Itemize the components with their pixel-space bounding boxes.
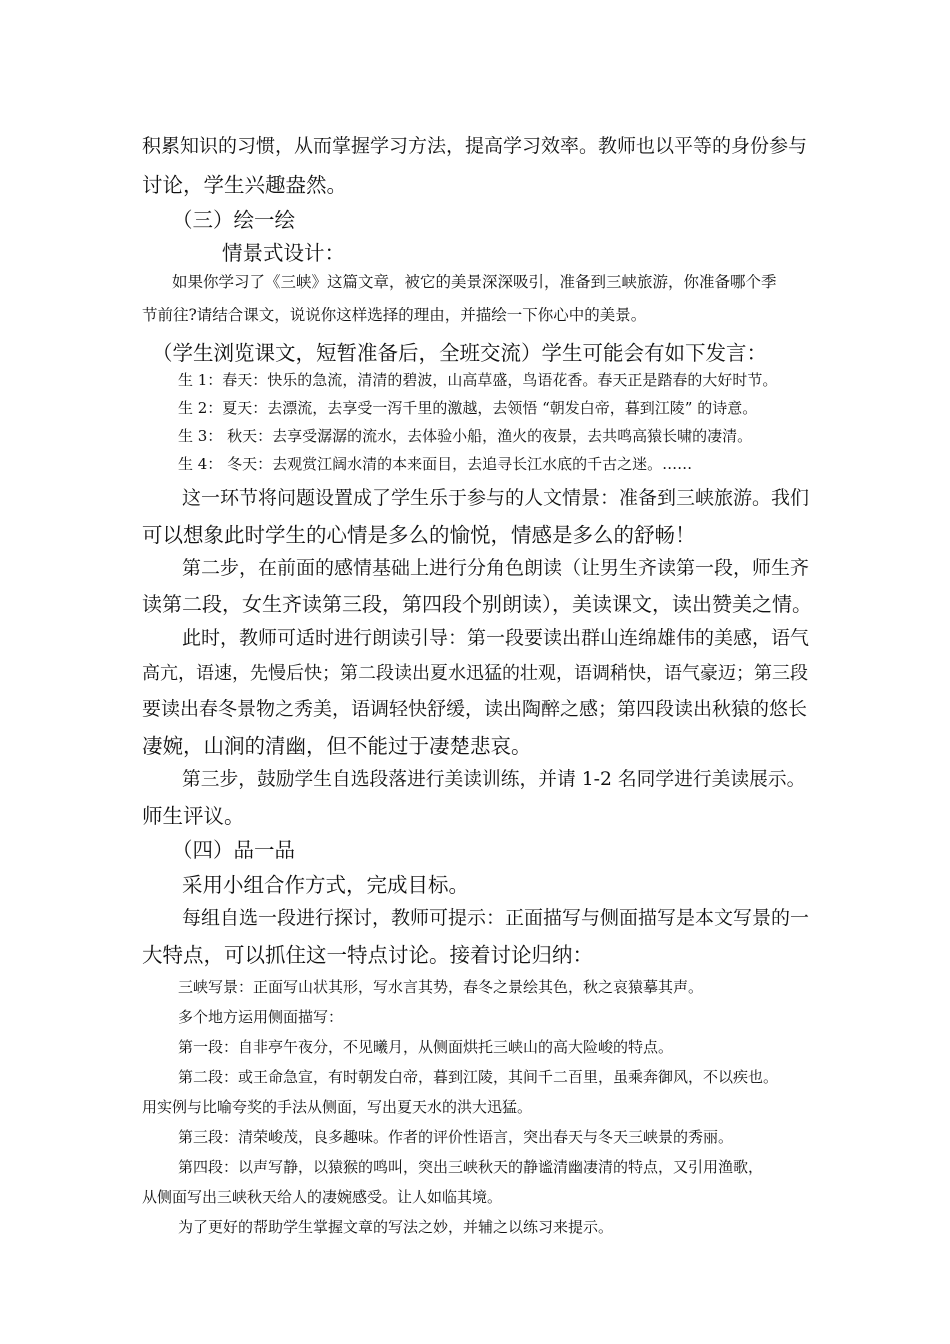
summary-line: 用实例与比喻夸奖的手法从侧面，写出夏天水的洪大迅猛。 [142, 1098, 533, 1116]
body-line: 高亢，语速，先慢后快；第二段读出夏水迅猛的壮观，语调稍快，语气豪迈；第三段 [142, 663, 808, 684]
summary-line: 多个地方运用侧面描写： [178, 1008, 344, 1026]
summary-line: 第三段：清荣峻茂，良多趣味。作者的评价性语言，突出春天与冬天三峡景的秀丽。 [178, 1128, 734, 1146]
body-line: 积累知识的习惯，从而掌握学习方法，提高学习效率。教师也以平等的身份参与 [142, 135, 808, 157]
summary-line: 从侧面写出三峡秋天给人的凄婉感受。让人如临其境。 [142, 1188, 503, 1206]
body-line: 每组自选一段进行探讨，教师可提示：正面描写与侧面描写是本文写景的一 [182, 907, 810, 929]
subheading: 情景式设计： [222, 241, 345, 265]
student-answer: 生 2：夏天：去漂流，去享受一泻千里的激越，去领悟 “朝发白帝，暮到江陵” 的诗意。 [178, 399, 758, 417]
body-line: 第三步，鼓励学生自选段落进行美读训练，并请 1-2 名同学进行美读展示。 [182, 769, 806, 790]
summary-line: 第四段：以声写静，以猿猴的鸣叫，突出三峡秋天的静谧清幽凄清的特点，又引用渔歌， [178, 1158, 764, 1176]
summary-line: 三峡写景：正面写山状其形，写水言其势，春冬之景绘其色，秋之哀猿摹其声。 [178, 978, 704, 996]
student-answer: 生 1：春天：快乐的急流，清清的碧波，山高草盛，鸟语花香。春天正是踏春的大好时节。 [178, 371, 778, 389]
body-line: 凄婉，山涧的清幽，但不能过于凄楚悲哀。 [142, 734, 532, 758]
body-line: 第二步，在前面的感情基础上进行分角色朗读（让男生齐读第一段，师生齐 [182, 557, 810, 579]
body-line: 大特点，可以抓住这一特点讨论。接着讨论归纳： [142, 943, 593, 967]
body-line: 讨论，学生兴趣盎然。 [142, 173, 347, 197]
summary-line: 第一段：自非亭午夜分，不见曦月，从侧面烘托三峡山的高大险峻的特点。 [178, 1038, 674, 1056]
summary-line: 为了更好的帮助学生掌握文章的写法之妙，并辅之以练习来提示。 [178, 1218, 614, 1236]
body-line: 这一环节将问题设置成了学生乐于参与的人文情景：准备到三峡旅游。我们 [182, 487, 810, 509]
body-line: 读第二段，女生齐读第三段，第四段个别朗读），美读课文，读出赞美之情。 [142, 592, 812, 616]
body-line: 采用小组合作方式，完成目标。 [182, 873, 469, 897]
body-line: 节前往?请结合课文，说说你这样选择的理由，并描绘一下你心中的美景。 [142, 306, 647, 324]
section-heading: （三）绘一绘 [172, 208, 295, 232]
body-line: （学生浏览课文，短暂准备后，全班交流）学生可能会有如下发言： [152, 341, 767, 365]
student-answer: 生 4： 冬天：去观赏江阔水清的本来面目，去追寻长江水底的千古之迷。…… [178, 455, 693, 473]
body-line: 可以想象此时学生的心情是多么的愉悦，情感是多么的舒畅！ [142, 523, 696, 547]
body-line: 师生评议。 [142, 804, 245, 828]
student-answer: 生 3： 秋天：去享受潺潺的流水，去体验小船，渔火的夜景，去共鸣高猿长啸的凄清。 [178, 427, 753, 445]
summary-line: 第二段：或王命急宣，有时朝发白帝，暮到江陵，其间千二百里，虽乘奔御风，不以疾也。 [178, 1068, 779, 1086]
body-line: 如果你学习了《三峡》这篇文章，被它的美景深深吸引，准备到三峡旅游，你准备哪个季 [172, 273, 777, 291]
section-heading: （四）品一品 [172, 838, 295, 862]
body-line: 要读出春冬景物之秀美，语调轻快舒缓，读出陶醉之感；第四段读出秋猿的悠长 [142, 698, 808, 720]
body-line: 此时，教师可适时进行朗读引导：第一段要读出群山连绵雄伟的美感，语气 [182, 627, 810, 649]
